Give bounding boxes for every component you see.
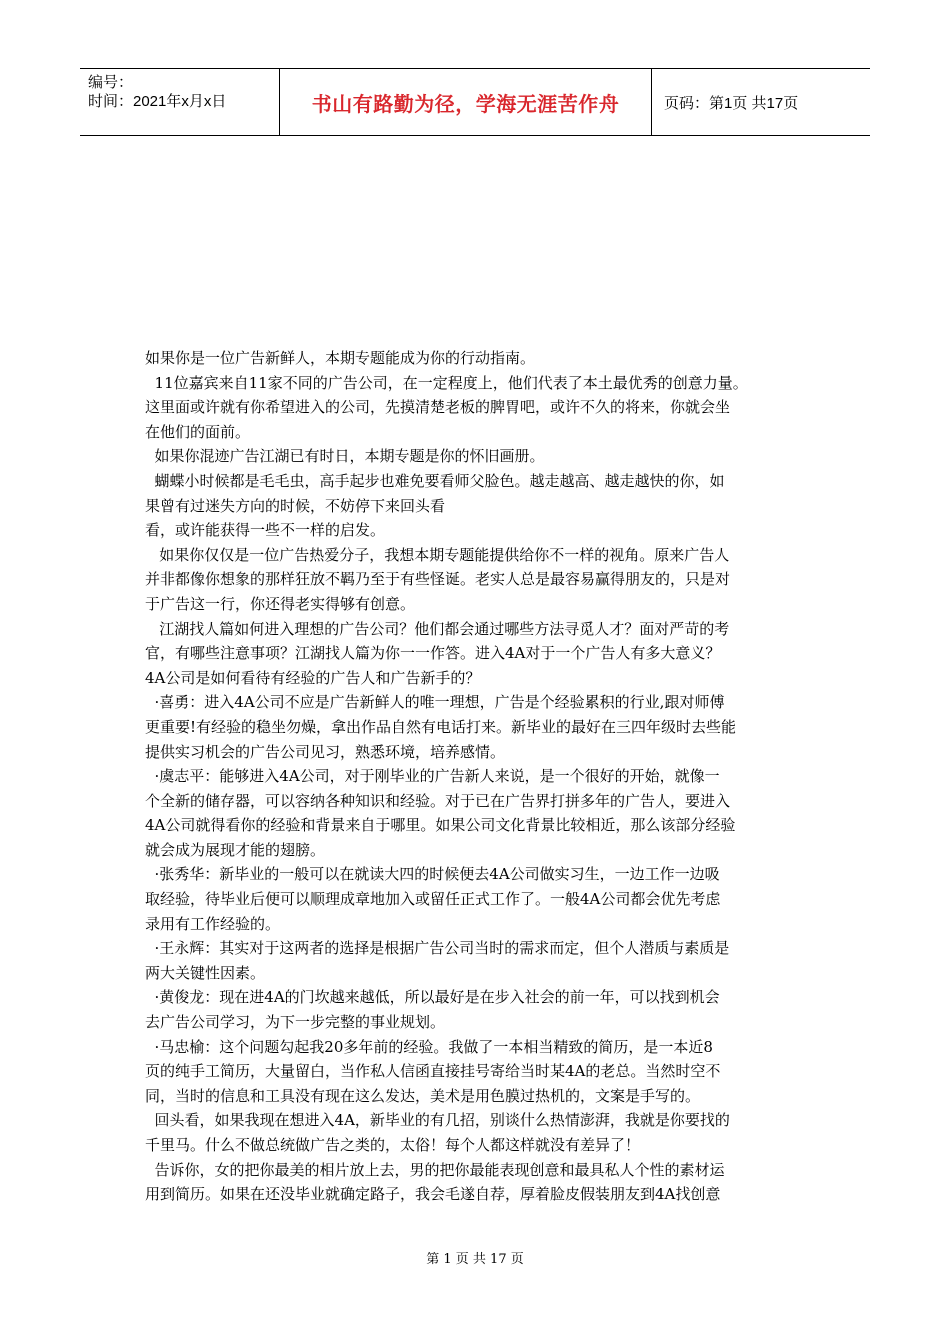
body-line: 官，有哪些注意事项？江湖找人篇为你一一作答。进入4A对于一个广告人有多大意义？	[145, 644, 721, 663]
body-line: 个全新的储存器，可以容纳各种知识和经验。对于已在广告界打拼多年的广告人，要进入	[145, 791, 731, 810]
header-motto: 书山有路勤为径，学海无涯苦作舟	[280, 69, 652, 135]
body-line: 千里马。什么不做总统做广告之类的，太俗！每个人都这样就没有差异了！	[145, 1136, 641, 1154]
body-line: 回头看，如果我现在想进入4A，新毕业的有几招，别谈什么热情澎湃，我就是你要找的	[145, 1111, 730, 1130]
body-line: 如果你仅仅是一位广告热爱分子，我想本期专题能提供给你不一样的视角。原来广告人	[145, 545, 730, 564]
body-line: 并非都像你想象的那样狂放不羁乃至于有些怪诞。老实人总是最容易赢得朋友的，只是对	[145, 570, 731, 589]
body-line: 看，或许能获得一些不一样的启发。	[145, 521, 386, 540]
page-header	[80, 68, 870, 136]
body-line: ·喜勇：进入4A公司不应是广告新鲜人的唯一理想，广告是个经验累积的行业,跟对师傅	[145, 693, 725, 712]
body-line: 11位嘉宾来自11家不同的广告公司，在一定程度上，他们代表了本土最优秀的创意力量。	[145, 373, 748, 392]
header-page-info: 页码：第1页 共17页	[664, 94, 799, 112]
document-date-label: 时间：2021年x月x日	[88, 93, 227, 110]
body-line: 果曾有过迷失方向的时候，不妨停下来回头看	[145, 496, 446, 515]
body-line: 两大关键性因素。	[145, 963, 266, 982]
body-line: 去广告公司学习，为下一步完整的事业规划。	[145, 1013, 446, 1032]
body-line: 在他们的面前。	[145, 422, 251, 441]
body-line: 同，当时的信息和工具没有现在这么发达，美术是用色膜过热机的，文案是手写的。	[145, 1086, 701, 1105]
document-number-label: 编号：	[88, 74, 134, 91]
document-body	[145, 346, 809, 1207]
body-line: ·黄俊龙：现在进4A的门坎越来越低，所以最好是在步入社会的前一年，可以找到机会	[145, 988, 720, 1007]
body-line: ·马忠榆：这个问题勾起我20多年前的经验。我做了一本相当精致的简历，是一本近8	[145, 1037, 713, 1056]
body-line: 更重要!有经验的稳坐勿燥，拿出作品自然有电话打来。新毕业的最好在三四年级时去些能	[145, 717, 737, 736]
body-line: 录用有工作经验的。	[145, 914, 281, 933]
body-line: 取经验，待毕业后便可以顺理成章地加入或留任正式工作了。一般4A公司都会优先考虑	[145, 890, 721, 909]
page-footer: 第 1 页 共 17 页	[426, 1252, 524, 1267]
body-line: 江湖找人篇如何进入理想的广告公司？他们都会通过哪些方法寻觅人才？面对严苛的考	[145, 619, 730, 638]
body-line: ·王永辉：其实对于这两者的选择是根据广告公司当时的需求而定，但个人潜质与素质是	[145, 939, 730, 958]
body-line: 这里面或许就有你希望进入的公司，先摸清楚老板的脾胃吧，或许不久的将来，你就会坐	[145, 398, 731, 417]
body-line: 蝴蝶小时候都是毛毛虫，高手起步也难免要看师父脸色。越走越高、越走越快的你，如	[145, 471, 725, 490]
body-line: 4A公司是如何看待有经验的广告人和广告新手的？	[145, 668, 481, 687]
header-meta	[80, 69, 280, 135]
body-line: ·虞志平：能够进入4A公司，对于刚毕业的广告新人来说，是一个很好的开始，就像一	[145, 767, 720, 786]
body-line: 告诉你，女的把你最美的相片放上去，男的把你最能表现创意和最具私人个性的素材运	[145, 1160, 725, 1179]
body-line: 提供实习机会的广告公司见习，熟悉环境，培养感情。	[145, 742, 506, 761]
body-line: 于广告这一行，你还得老实得够有创意。	[145, 594, 416, 613]
body-line: 4A公司就得看你的经验和背景来自于哪里。如果公司文化背景比较相近，那么该部分经验	[145, 816, 736, 835]
body-line: 如果你是一位广告新鲜人，本期专题能成为你的行动指南。	[145, 349, 536, 367]
body-line: ·张秀华：新毕业的一般可以在就读大四的时候便去4A公司做实习生，一边工作一边吸	[145, 865, 720, 884]
body-line: 用到简历。如果在还没毕业就确定路子，我会毛遂自荐，厚着脸皮假装朋友到4A找创意	[145, 1185, 721, 1204]
body-line: 页的纯手工简历，大量留白，当作私人信函直接挂号寄给当时某4A的老总。当然时空不	[145, 1062, 721, 1081]
body-line: 就会成为展现才能的翅膀。	[145, 840, 326, 859]
body-line: 如果你混迹广告江湖已有时日，本期专题是你的怀旧画册。	[145, 447, 545, 466]
